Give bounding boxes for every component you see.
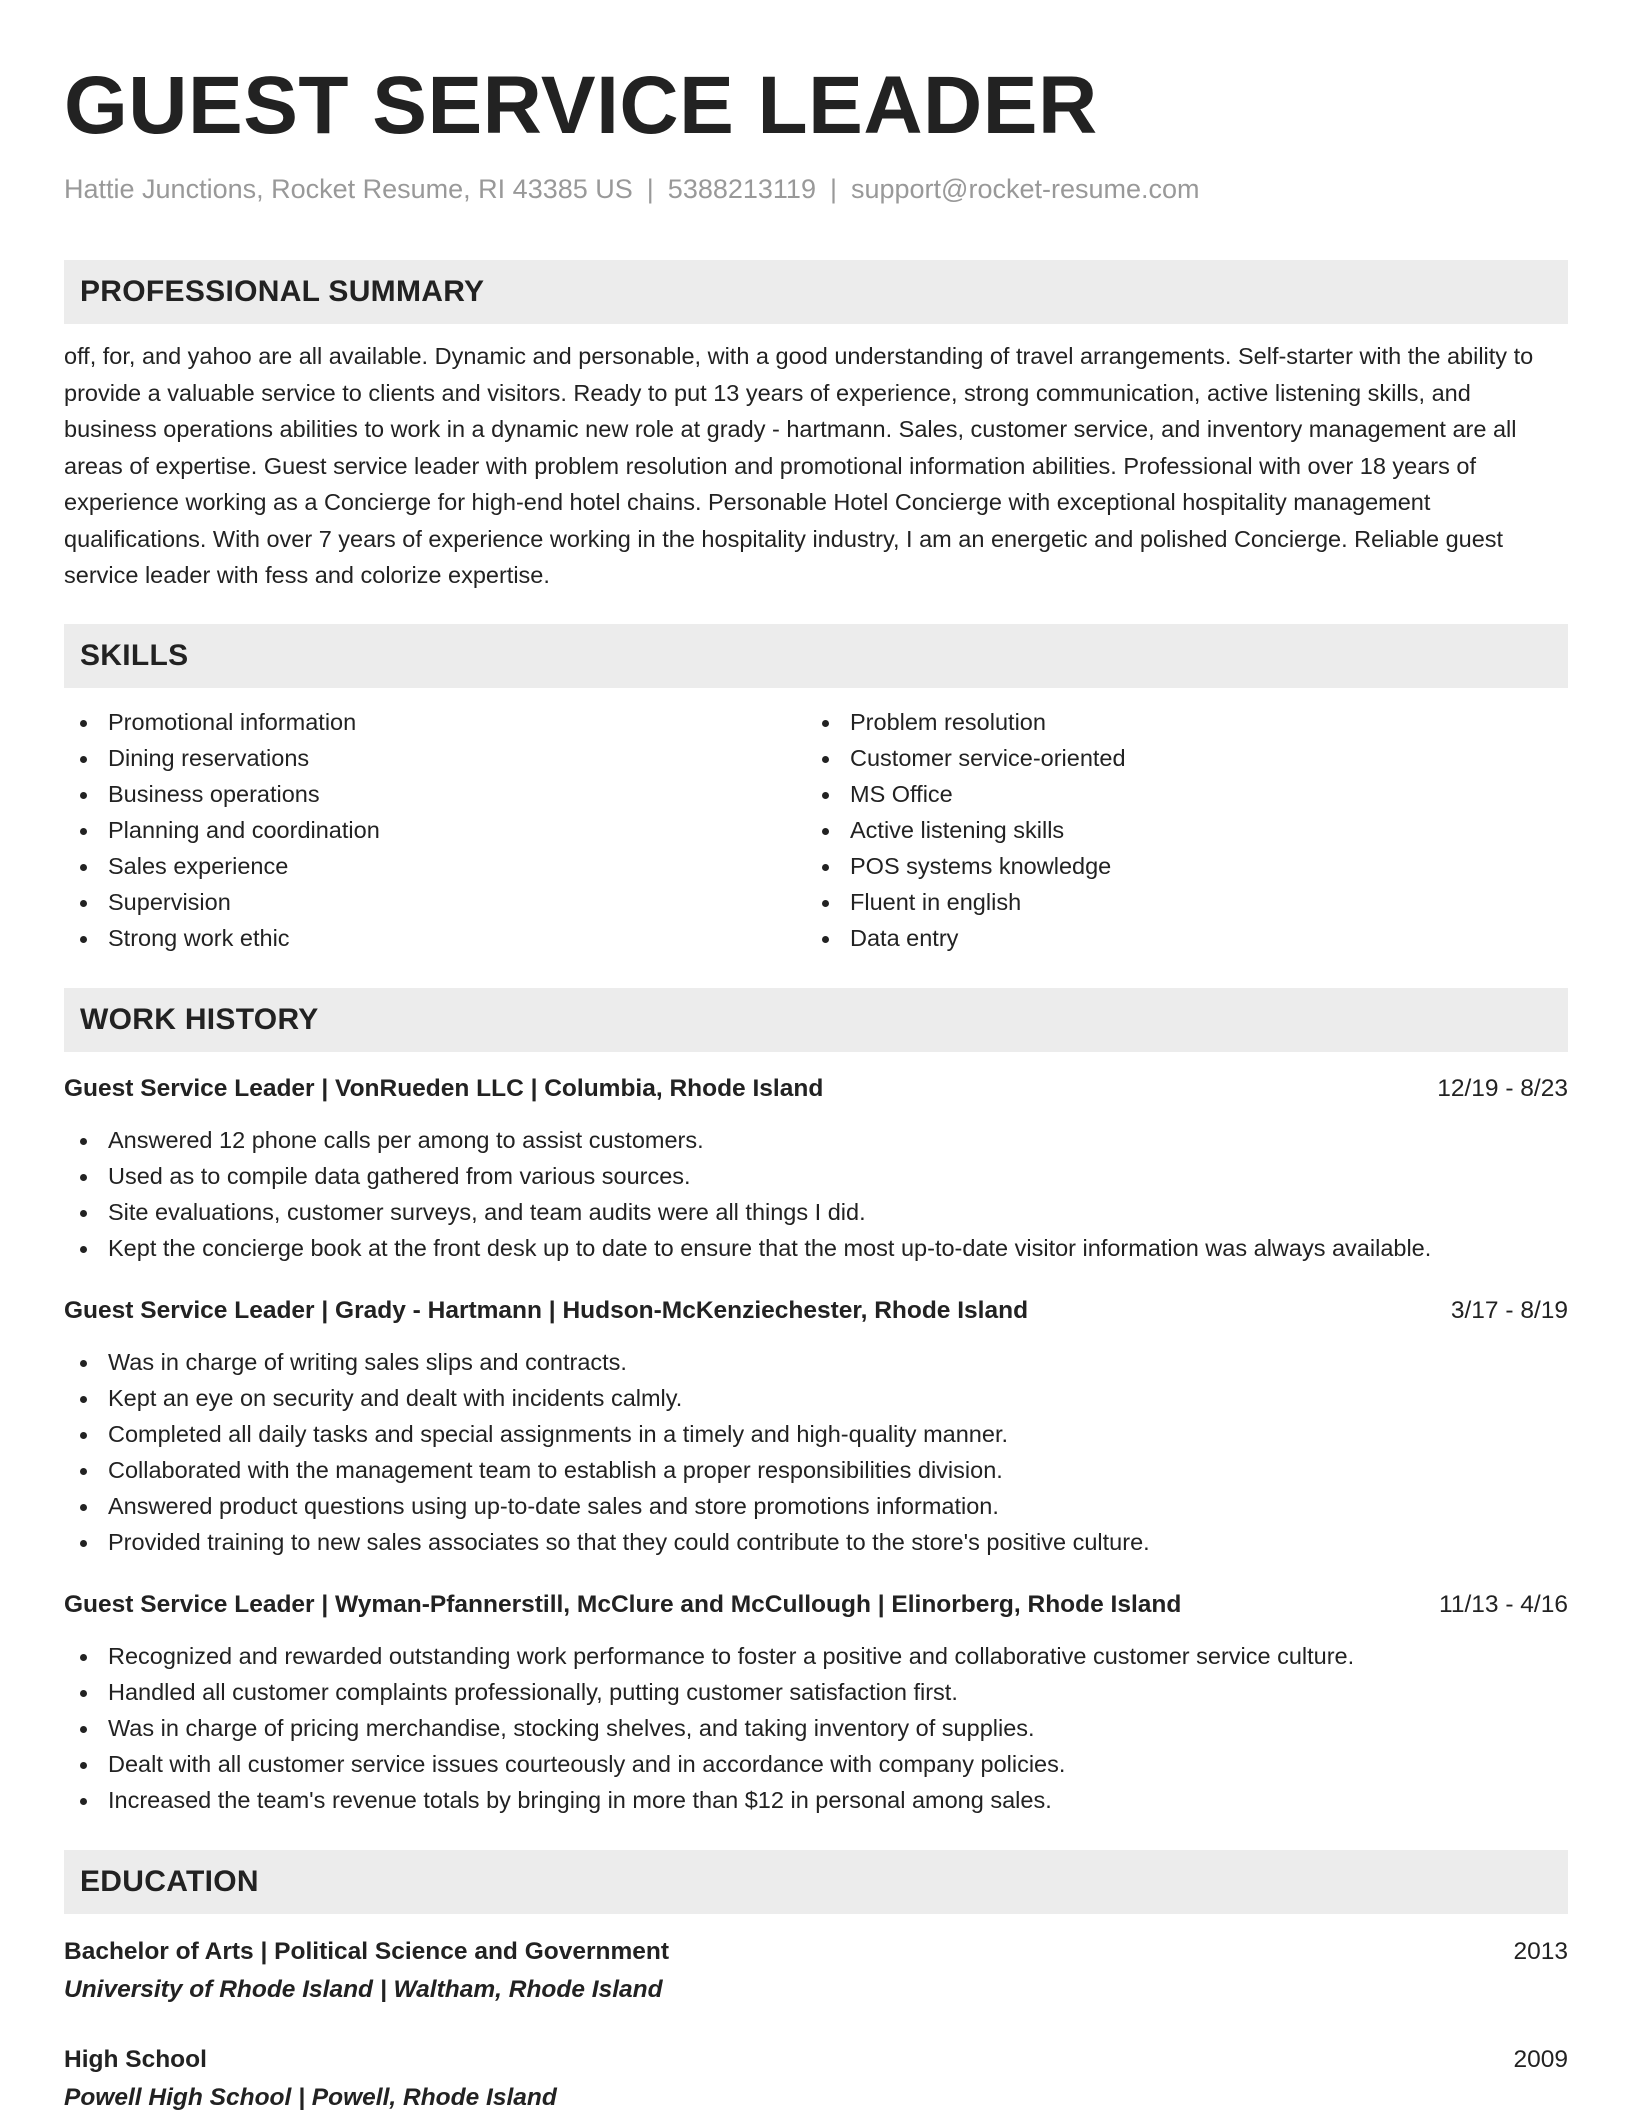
- skills-grid: [64, 704, 1568, 956]
- job-entry: [64, 1588, 1568, 1818]
- section-header-summary: PROFESSIONAL SUMMARY: [64, 260, 1568, 324]
- job-dates: 11/13 - 4/16: [1439, 1590, 1568, 1618]
- skills-column-right: [806, 704, 1548, 956]
- education-school: University of Rhode Island | Waltham, Rhode Island: [64, 1975, 663, 2003]
- job-title: Guest Service Leader | VonRueden LLC | Columbia, Rhode Island: [64, 1074, 824, 1102]
- job-bullet: Collaborated with the management team to establish a proper responsibilities division.: [64, 1452, 1568, 1488]
- skill-item: Supervision: [64, 884, 806, 920]
- skill-item: Planning and coordination: [64, 812, 806, 848]
- job-bullet: Site evaluations, customer surveys, and team audits were all things I did.: [64, 1194, 1568, 1230]
- skill-item: Dining reservations: [64, 740, 806, 776]
- job-dates: 3/17 - 8/19: [1450, 1296, 1568, 1324]
- skill-item: Strong work ethic: [64, 920, 806, 956]
- job-bullet: Dealt with all customer service issues courteously and in accordance with company policies.: [64, 1746, 1568, 1782]
- job-bullet: Provided training to new sales associates so that they could contribute to the store's positive culture.: [64, 1524, 1568, 1560]
- skill-item: Sales experience: [64, 848, 806, 884]
- contact-line: [64, 172, 1568, 206]
- skill-item: Active listening skills: [806, 812, 1548, 848]
- job-header: [64, 1588, 1568, 1622]
- summary-text: off, for, and yahoo are all available. Dynamic and personable, with a good understanding of travel arrangements. Self-starter with the ability to provide a valuable service to clients and visitors. Ready to put 13 years of experience, strong communication, active listening skills, and business operations abilities to work in a dynamic new role at grady - hartmann. Sales, customer service, and inventory management are all areas of expertise. Guest service leader with problem resolution and promotional information abilities. Professional with over 18 years of experience working as a Concierge for high-end hotel chains. Personable Hotel Concierge with exceptional hospitality management qualifications. With over 7 years of experience working in the hospitality industry, I am an energetic and polished Concierge. Reliable guest service leader with fess and colorize expertise.: [64, 343, 1534, 588]
- job-bullet: Increased the team's revenue totals by bringing in more than $12 in personal among sales.: [64, 1782, 1568, 1818]
- job-bullets: [64, 1122, 1568, 1266]
- education-entry: [64, 1934, 1568, 2008]
- skill-item: POS systems knowledge: [806, 848, 1548, 884]
- skill-item: Customer service-oriented: [806, 740, 1548, 776]
- section-header-skills: SKILLS: [64, 624, 1568, 688]
- job-bullet: Kept the concierge book at the front desk up to date to ensure that the most up-to-date visitor information was always available.: [64, 1230, 1568, 1266]
- skill-item: MS Office: [806, 776, 1548, 812]
- job-dates: 12/19 - 8/23: [1437, 1074, 1568, 1102]
- education-header: [64, 2042, 1568, 2078]
- contact-address: Hattie Junctions, Rocket Resume, RI 43385 US: [64, 174, 633, 204]
- contact-separator: |: [829, 174, 837, 204]
- education-degree: High School: [64, 2045, 207, 2073]
- contact-phone: 5388213119: [667, 174, 816, 204]
- education-year: 2009: [1513, 2045, 1568, 2073]
- education-school: Powell High School | Powell, Rhode Island: [64, 2083, 557, 2111]
- resume-title: GUEST SERVICE LEADER: [64, 60, 1098, 151]
- job-bullets: [64, 1344, 1568, 1560]
- job-bullets: [64, 1638, 1568, 1818]
- education-entry: [64, 2042, 1568, 2116]
- job-bullet: Was in charge of writing sales slips and contracts.: [64, 1344, 1568, 1380]
- job-entry: [64, 1294, 1568, 1560]
- skill-item: Promotional information: [64, 704, 806, 740]
- education-year: 2013: [1513, 1937, 1568, 1965]
- job-bullet: Used as to compile data gathered from various sources.: [64, 1158, 1568, 1194]
- skill-item: Fluent in english: [806, 884, 1548, 920]
- contact-email: support@rocket-resume.com: [850, 174, 1200, 204]
- skills-column-left: [64, 704, 806, 956]
- skill-item: Data entry: [806, 920, 1548, 956]
- job-bullet: Recognized and rewarded outstanding work performance to foster a positive and collaborative customer service culture.: [64, 1638, 1568, 1674]
- job-bullet: Answered 12 phone calls per among to assist customers.: [64, 1122, 1568, 1158]
- job-header: [64, 1072, 1568, 1106]
- job-bullet: Answered product questions using up-to-date sales and store promotions information.: [64, 1488, 1568, 1524]
- job-header: [64, 1294, 1568, 1328]
- job-title: Guest Service Leader | Grady - Hartmann | Hudson-McKenziechester, Rhode Island: [64, 1296, 1029, 1324]
- job-bullet: Handled all customer complaints professionally, putting customer satisfaction first.: [64, 1674, 1568, 1710]
- education-degree: Bachelor of Arts | Political Science and Government: [64, 1937, 669, 1965]
- education-header: [64, 1934, 1568, 1970]
- job-entry: [64, 1072, 1568, 1266]
- section-header-education: EDUCATION: [64, 1850, 1568, 1914]
- contact-separator: |: [646, 174, 654, 204]
- skill-item: Business operations: [64, 776, 806, 812]
- job-bullet: Was in charge of pricing merchandise, stocking shelves, and taking inventory of supplies.: [64, 1710, 1568, 1746]
- job-bullet: Completed all daily tasks and special assignments in a timely and high-quality manner.: [64, 1416, 1568, 1452]
- section-header-work-history: WORK HISTORY: [64, 988, 1568, 1052]
- skill-item: Problem resolution: [806, 704, 1548, 740]
- job-title: Guest Service Leader | Wyman-Pfannerstill, McClure and McCullough | Elinorberg, Rhode Island: [64, 1590, 1182, 1618]
- job-bullet: Kept an eye on security and dealt with incidents calmly.: [64, 1380, 1568, 1416]
